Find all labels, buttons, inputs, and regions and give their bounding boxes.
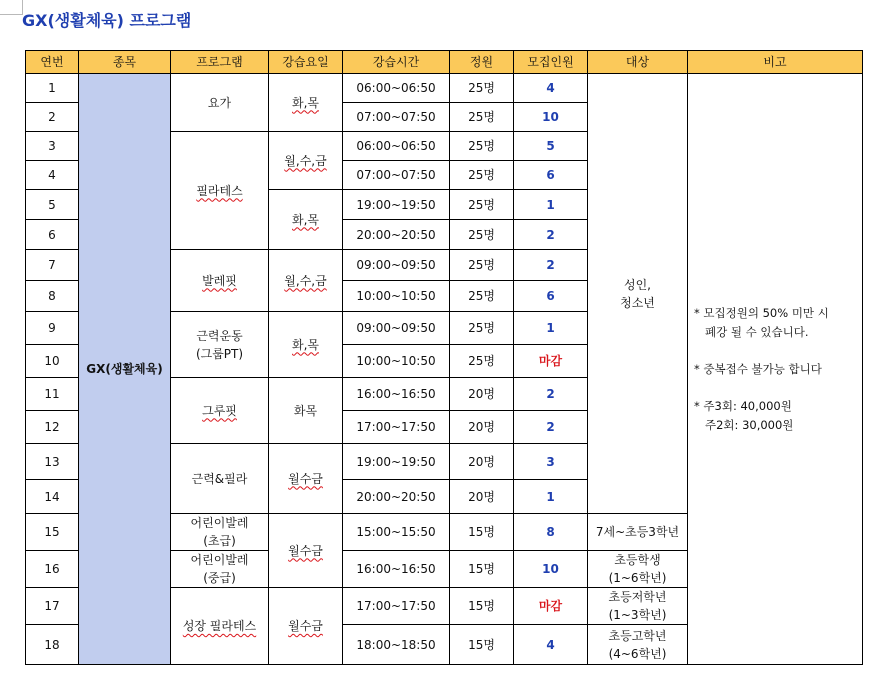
enrolled-cell: 5 — [514, 132, 588, 161]
row-no: 18 — [26, 625, 79, 665]
header-time: 강습시간 — [343, 51, 450, 74]
row-no: 4 — [26, 161, 79, 190]
target-cell: 7세~초등3학년 — [588, 514, 688, 551]
enrolled-cell: 2 — [514, 411, 588, 444]
capacity-cell: 20명 — [450, 411, 514, 444]
capacity-cell: 25명 — [450, 132, 514, 161]
capacity-cell: 25명 — [450, 312, 514, 345]
row-no: 6 — [26, 220, 79, 250]
program-cell: 필라테스 — [171, 132, 269, 250]
days-cell: 월수금 — [269, 514, 343, 588]
header-days: 강습요일 — [269, 51, 343, 74]
program-cell: 성장 필라테스 — [171, 588, 269, 665]
page-title: GX(생활체육) 프로그램 — [22, 11, 192, 30]
remarks-cell — [688, 74, 863, 665]
header-enrolled: 모집인원 — [514, 51, 588, 74]
program-cell: 발레핏 — [171, 250, 269, 312]
program-table — [25, 50, 863, 665]
enrolled-cell: 3 — [514, 444, 588, 480]
time-cell: 19:00~19:50 — [343, 444, 450, 480]
row-no: 15 — [26, 514, 79, 551]
time-cell: 07:00~07:50 — [343, 103, 450, 132]
days-cell: 화,목 — [269, 74, 343, 132]
enrolled-cell: 4 — [514, 74, 588, 103]
program-cell: 그루핏 — [171, 378, 269, 444]
program-cell: 어린이발레 (초급) — [171, 514, 269, 551]
enrolled-cell: 마감 — [514, 588, 588, 625]
enrolled-cell: 10 — [514, 551, 588, 588]
days-cell: 화,목 — [269, 190, 343, 250]
capacity-cell: 15명 — [450, 551, 514, 588]
days-cell: 월,수,금 — [269, 250, 343, 312]
enrolled-cell: 10 — [514, 103, 588, 132]
enrolled-cell: 1 — [514, 190, 588, 220]
row-no: 16 — [26, 551, 79, 588]
enrolled-cell: 4 — [514, 625, 588, 665]
program-cell: 어린이발레 (중급) — [171, 551, 269, 588]
header-no: 연번 — [26, 51, 79, 74]
capacity-cell: 15명 — [450, 588, 514, 625]
capacity-cell: 25명 — [450, 345, 514, 378]
row-no: 5 — [26, 190, 79, 220]
capacity-cell: 15명 — [450, 514, 514, 551]
target-cell: 초등학생 (1~6학년) — [588, 551, 688, 588]
note-min-enrollment: * 모집정원의 50% 미만 시 — [694, 305, 829, 320]
capacity-cell: 25명 — [450, 281, 514, 312]
row-no: 14 — [26, 480, 79, 514]
category-cell: GX(생활체육) — [79, 74, 171, 665]
target-cell: 초등저학년 (1~3학년) — [588, 588, 688, 625]
enrolled-cell: 2 — [514, 250, 588, 281]
days-cell: 화목 — [269, 378, 343, 444]
program-cell: 근력운동 (그룹PT) — [171, 312, 269, 378]
time-cell: 10:00~10:50 — [343, 345, 450, 378]
time-cell: 09:00~09:50 — [343, 250, 450, 281]
enrolled-cell: 2 — [514, 220, 588, 250]
enrolled-cell: 6 — [514, 281, 588, 312]
document-corner-marker — [0, 0, 23, 15]
days-cell: 화,목 — [269, 312, 343, 378]
row-no: 17 — [26, 588, 79, 625]
days-cell: 월,수,금 — [269, 132, 343, 190]
row-no: 8 — [26, 281, 79, 312]
target-cell: 성인, 청소년 — [588, 74, 688, 514]
capacity-cell: 20명 — [450, 444, 514, 480]
time-cell: 06:00~06:50 — [343, 132, 450, 161]
time-cell: 17:00~17:50 — [343, 411, 450, 444]
row-no: 9 — [26, 312, 79, 345]
target-cell: 초등고학년 (4~6학년) — [588, 625, 688, 665]
capacity-cell: 25명 — [450, 220, 514, 250]
time-cell: 19:00~19:50 — [343, 190, 450, 220]
capacity-cell: 25명 — [450, 190, 514, 220]
program-cell: 근력&필라 — [171, 444, 269, 514]
enrolled-cell: 마감 — [514, 345, 588, 378]
row-no: 13 — [26, 444, 79, 480]
row-no: 2 — [26, 103, 79, 132]
capacity-cell: 15명 — [450, 625, 514, 665]
header-program: 프로그램 — [171, 51, 269, 74]
row-no: 10 — [26, 345, 79, 378]
note-fee-3x: * 주3회: 40,000원 — [694, 398, 792, 413]
note-duplicate: * 중복접수 불가능 합니다 — [694, 361, 822, 376]
row-no: 11 — [26, 378, 79, 411]
time-cell: 16:00~16:50 — [343, 551, 450, 588]
header-row — [26, 51, 863, 74]
capacity-cell: 25명 — [450, 103, 514, 132]
time-cell: 06:00~06:50 — [343, 74, 450, 103]
enrolled-cell: 8 — [514, 514, 588, 551]
header-capacity: 정원 — [450, 51, 514, 74]
days-cell: 월수금 — [269, 444, 343, 514]
row-no: 7 — [26, 250, 79, 281]
note-fee-2x: 주2회: 30,000원 — [705, 417, 794, 432]
time-cell: 16:00~16:50 — [343, 378, 450, 411]
time-cell: 18:00~18:50 — [343, 625, 450, 665]
table-row — [26, 74, 863, 103]
capacity-cell: 20명 — [450, 378, 514, 411]
header-remarks: 비고 — [688, 51, 863, 74]
header-category: 종목 — [79, 51, 171, 74]
program-cell: 요가 — [171, 74, 269, 132]
enrolled-cell: 1 — [514, 480, 588, 514]
capacity-cell: 25명 — [450, 250, 514, 281]
time-cell: 20:00~20:50 — [343, 480, 450, 514]
row-no: 3 — [26, 132, 79, 161]
time-cell: 20:00~20:50 — [343, 220, 450, 250]
enrolled-cell: 1 — [514, 312, 588, 345]
days-cell: 월수금 — [269, 588, 343, 665]
row-no: 1 — [26, 74, 79, 103]
enrolled-cell: 6 — [514, 161, 588, 190]
note-cancel: 폐강 될 수 있습니다. — [705, 324, 809, 339]
time-cell: 10:00~10:50 — [343, 281, 450, 312]
capacity-cell: 25명 — [450, 74, 514, 103]
row-no: 12 — [26, 411, 79, 444]
capacity-cell: 25명 — [450, 161, 514, 190]
time-cell: 07:00~07:50 — [343, 161, 450, 190]
header-target: 대상 — [588, 51, 688, 74]
time-cell: 15:00~15:50 — [343, 514, 450, 551]
time-cell: 09:00~09:50 — [343, 312, 450, 345]
enrolled-cell: 2 — [514, 378, 588, 411]
time-cell: 17:00~17:50 — [343, 588, 450, 625]
capacity-cell: 20명 — [450, 480, 514, 514]
